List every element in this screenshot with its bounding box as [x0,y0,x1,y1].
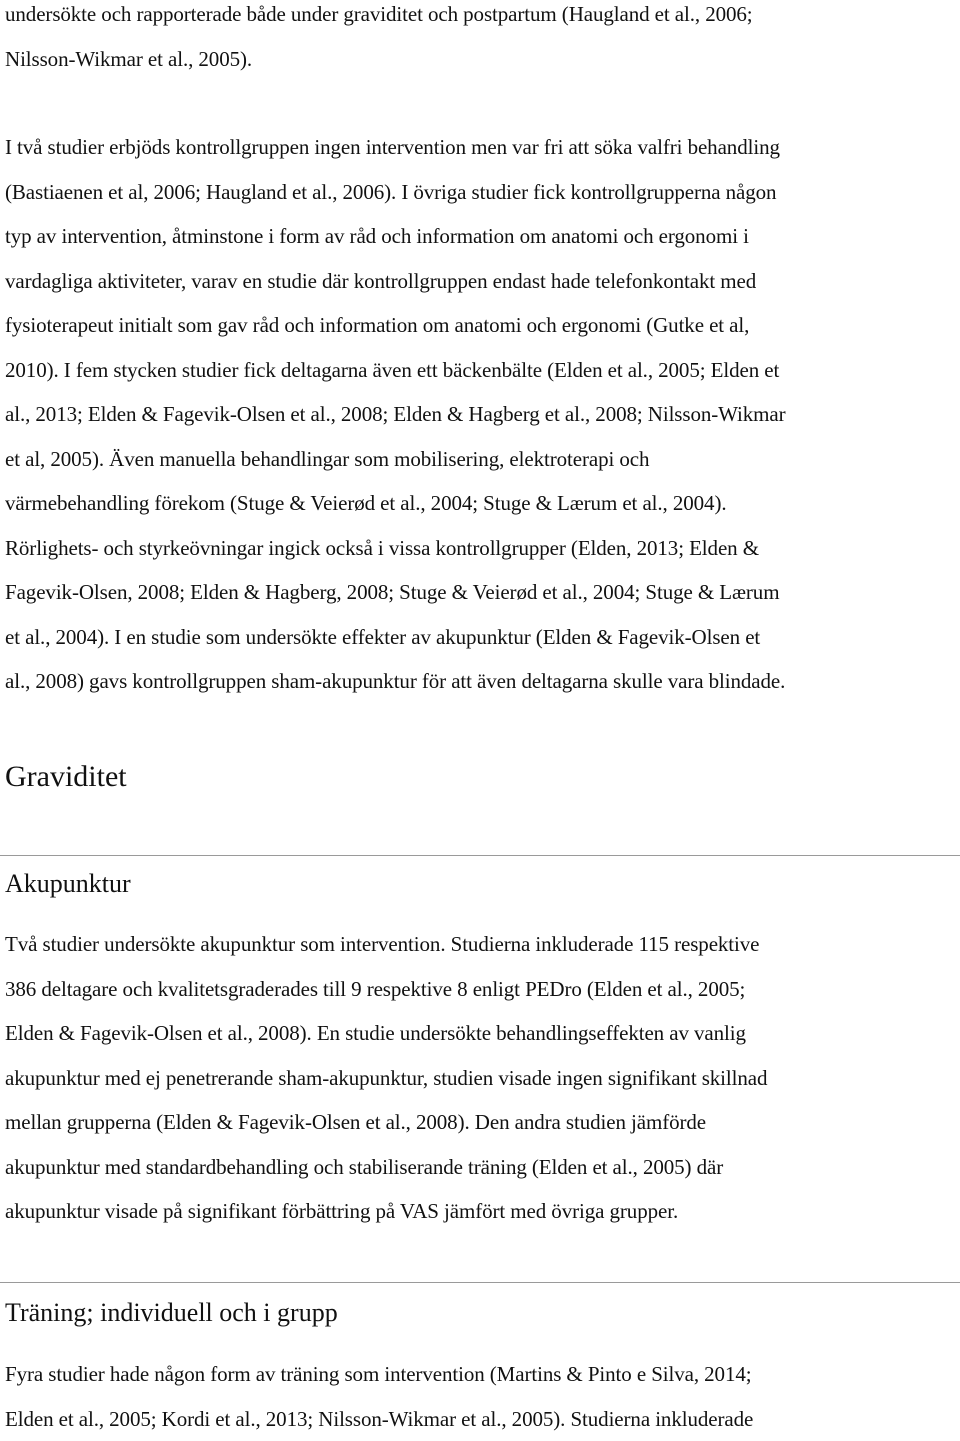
text-line: undersökte och rapporterade både under graviditet och postpartum (Haugland et al., 2006; [5,0,753,37]
text-line: akupunktur med ej penetrerande sham-akupunktur, studien visade ingen signifikant skillnad [5,1056,767,1101]
paragraph-traning [5,1352,753,1441]
section-heading-graviditet: Graviditet [5,755,127,799]
section-divider [0,855,960,856]
text-line: värmebehandling förekom (Stuge & Veierød et al., 2004; Stuge & Lærum et al., 2004). [5,481,786,526]
text-line: Rörlighets- och styrkeövningar ingick också i vissa kontrollgrupper (Elden, 2013; Elden & [5,526,786,571]
text-line: I två studier erbjöds kontrollgruppen ingen intervention men var fri att söka valfri behandling [5,125,786,170]
text-line: Nilsson-Wikmar et al., 2005). [5,37,753,82]
text-line: fysioterapeut initialt som gav råd och information om anatomi och ergonomi (Gutke et al, [5,303,786,348]
text-line: typ av intervention, åtminstone i form av råd och information om anatomi och ergonomi i [5,214,786,259]
text-line: Elden et al., 2005; Kordi et al., 2013; Nilsson-Wikmar et al., 2005). Studierna inkluderade [5,1397,753,1441]
text-line: akupunktur visade på signifikant förbättring på VAS jämfört med övriga grupper. [5,1189,767,1234]
text-line: vardagliga aktiviteter, varav en studie där kontrollgruppen endast hade telefonkontakt med [5,259,786,304]
text-line: mellan grupperna (Elden & Fagevik-Olsen et al., 2008). Den andra studien jämförde [5,1100,767,1145]
subsection-heading-traning: Träning; individuell och i grupp [5,1293,338,1333]
text-line: 2010). I fem stycken studier fick deltagarna även ett bäckenbälte (Elden et al., 2005; Elden et [5,348,786,393]
text-line: (Bastiaenen et al, 2006; Haugland et al., 2006). I övriga studier fick kontrollgrupperna någon [5,170,786,215]
text-line: Fyra studier hade någon form av träning som intervention (Martins & Pinto e Silva, 2014; [5,1352,753,1397]
subsection-heading-akupunktur: Akupunktur [5,864,131,904]
text-line: et al., 2004). I en studie som undersökte effekter av akupunktur (Elden & Fagevik-Olsen et [5,615,786,660]
text-line: 386 deltagare och kvalitetsgraderades till 9 respektive 8 enligt PEDro (Elden et al., 2005; [5,967,767,1012]
section-divider [0,1282,960,1283]
text-line: al., 2013; Elden & Fagevik-Olsen et al., 2008; Elden & Hagberg et al., 2008; Nilsson-Wikmar [5,392,786,437]
paragraph-kontrollgrupp [5,125,786,704]
paragraph-postpartum [5,0,753,81]
text-line: Elden & Fagevik-Olsen et al., 2008). En studie undersökte behandlingseffekten av vanlig [5,1011,767,1056]
text-line: et al, 2005). Även manuella behandlingar som mobilisering, elektroterapi och [5,437,786,482]
text-line: al., 2008) gavs kontrollgruppen sham-akupunktur för att även deltagarna skulle vara blindade. [5,659,786,704]
text-line: akupunktur med standardbehandling och stabiliserande träning (Elden et al., 2005) där [5,1145,767,1190]
paragraph-akupunktur [5,922,767,1234]
text-line: Två studier undersökte akupunktur som intervention. Studierna inkluderade 115 respektive [5,922,767,967]
text-line: Fagevik-Olsen, 2008; Elden & Hagberg, 2008; Stuge & Veierød et al., 2004; Stuge & Lærum [5,570,786,615]
